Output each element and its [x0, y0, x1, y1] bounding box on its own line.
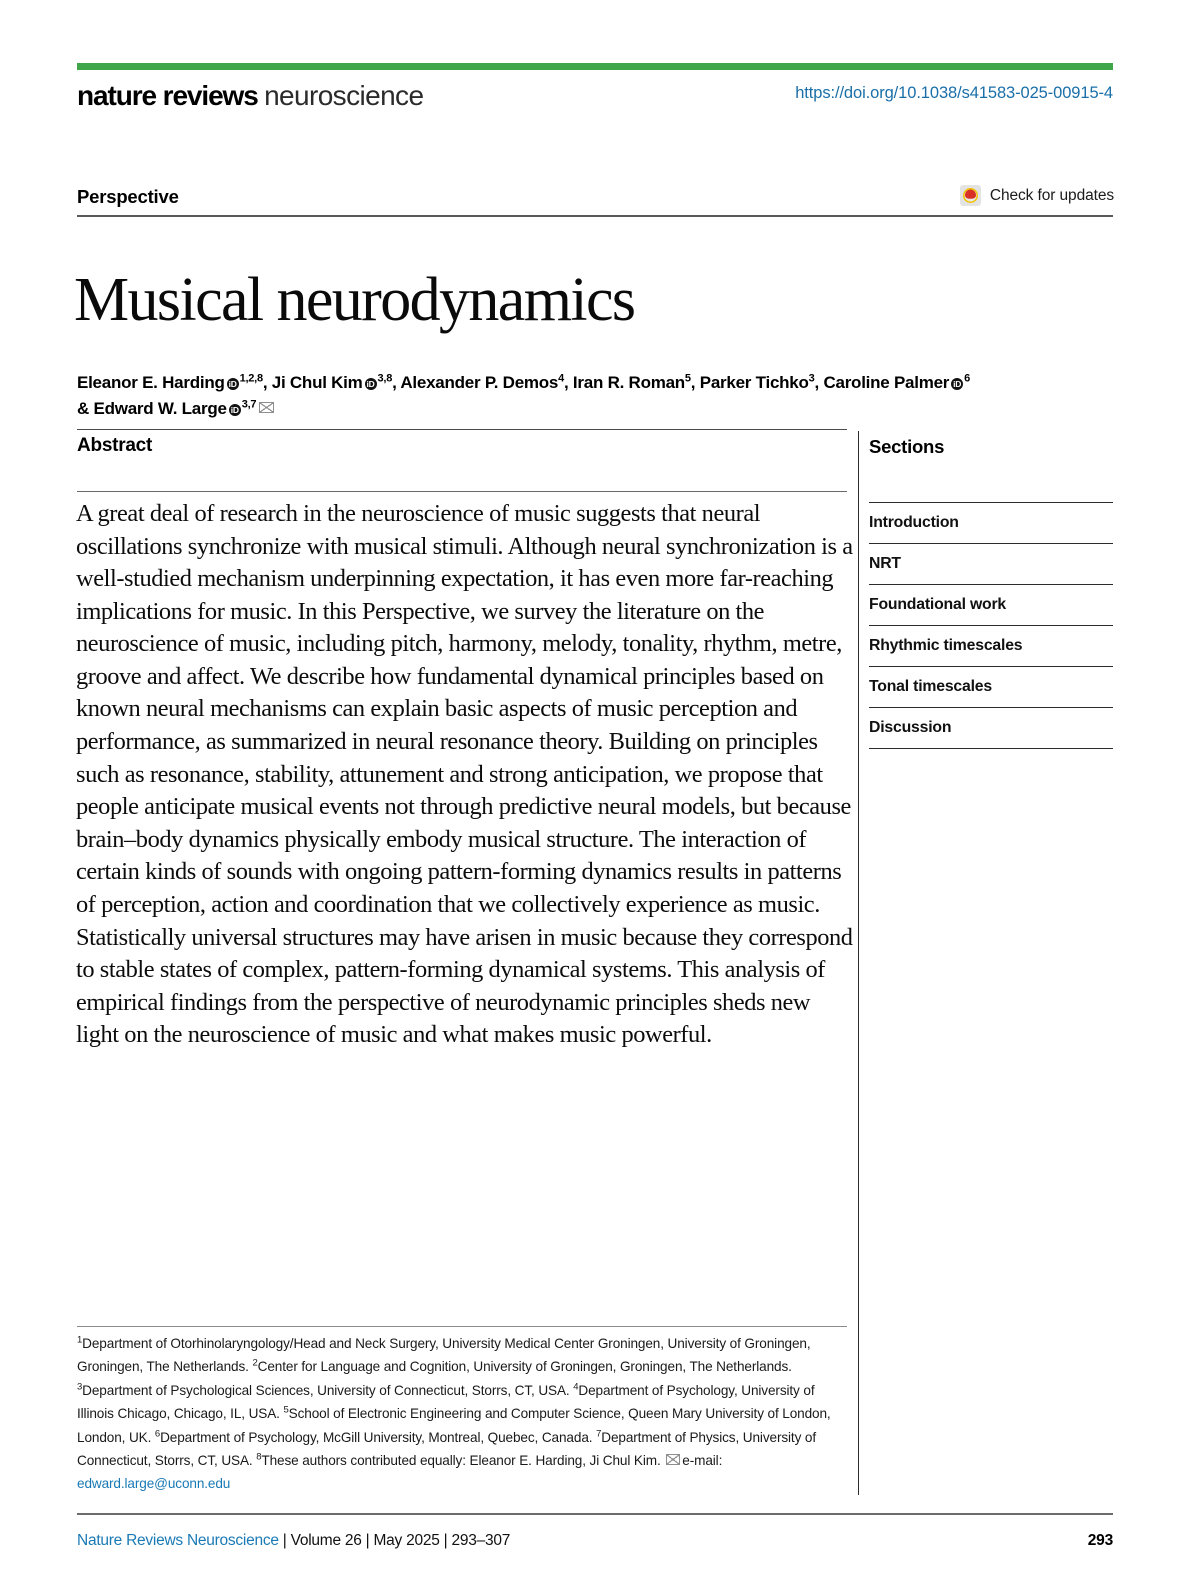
affil-text: Department of Psychology, McGill University, Montreal, Quebec, Canada.: [160, 1429, 597, 1445]
author-affil-marker: 4: [558, 372, 564, 385]
author-affil-marker: 5: [684, 372, 691, 385]
brand-rule: [77, 63, 1113, 70]
check-for-updates-label: Check for updates: [989, 186, 1114, 204]
footer-journal-name[interactable]: Nature Reviews Neuroscience: [77, 1532, 279, 1549]
journal-name: neuroscience: [264, 80, 424, 111]
affil-marker: 7: [596, 1427, 602, 1439]
author-name: & Edward W. Large: [77, 398, 227, 418]
check-for-updates-badge[interactable]: [960, 185, 1114, 206]
sidebar-item-introduction[interactable]: Introduction: [869, 502, 1113, 543]
affil-marker: 4: [573, 1381, 579, 1393]
affiliations-divider: [77, 1326, 847, 1327]
orcid-icon[interactable]: iD: [953, 379, 962, 389]
abstract-top-divider: [77, 429, 847, 430]
affil-text: School of Electronic Engineering and Computer Science, Queen Mary University of London, London, UK.: [77, 1406, 831, 1445]
email-label: e-mail:: [682, 1452, 723, 1468]
author-name: , Parker Tichko: [690, 373, 809, 392]
affil-marker: 6: [154, 1427, 161, 1439]
envelope-icon[interactable]: [259, 402, 274, 413]
page-title: Musical neurodynamics: [74, 265, 635, 334]
footer-citation: [77, 1532, 510, 1550]
sidebar-item-foundational-work[interactable]: Foundational work: [869, 584, 1113, 625]
crossmark-icon: [960, 185, 981, 206]
author-affil-marker: 3,8: [377, 372, 393, 385]
author-name: Eleanor E. Harding: [77, 373, 225, 392]
author-list: [77, 370, 1087, 422]
affil-marker: 1: [77, 1334, 83, 1346]
affil-text: Center for Language and Cognition, University of Groningen, Groningen, The Netherlands.: [257, 1359, 792, 1375]
abstract-text: A great deal of research in the neuroscience of music suggests that neural oscillations synchronize with musical stimuli. Although neural synchronization is a well-studied mechanism underpinning expectation, it has even more far-reaching implications for music. In this Perspective, we survey the literature on the neuroscience of music, including pitch, harmony, melody, tonality, rhythm, metre, groove and affect. We describe how fundamental dynamical principles based on known neural mechanisms can explain basic aspects of music perception and performance, as summarized in neural resonance theory. Building on principles such as resonance, stability, attunement and strong anticipation, we propose that people anticipate musical events not through predictive neural models, but because brain–body dynamics physically embody musical structure. The interaction of certain kinds of sounds with ongoing pattern-forming dynamics results in patterns of perception, action and coordination that we collectively experience as music. Statistically universal structures may have arisen in music because they correspond to stable states of complex, pattern-forming dynamical systems. This analysis of empirical findings from the perspective of neurodynamic principles sheds new light on the neuroscience of music and what makes music powerful.: [76, 500, 853, 1049]
doi-link[interactable]: https://doi.org/10.1038/s41583-025-00915-4: [795, 84, 1113, 102]
article-type: Perspective: [77, 186, 179, 207]
author-affil-marker: 3,7: [241, 398, 257, 411]
affil-text: Department of Physics, University of Connecticut, Storrs, CT, USA.: [77, 1429, 817, 1468]
column-divider: [858, 431, 859, 1495]
header-divider: [77, 215, 1113, 217]
author-name: , Iran R. Roman: [563, 373, 685, 392]
page-number: 293: [1087, 1532, 1113, 1549]
sidebar-item-nrt[interactable]: NRT: [869, 543, 1113, 584]
affil-marker: 2: [252, 1357, 258, 1369]
footer-volume-meta: | Volume 26 | May 2025 | 293–307: [278, 1532, 511, 1549]
sections-title: Sections: [869, 436, 945, 457]
envelope-icon: [666, 1454, 680, 1465]
affiliations-block: [77, 1332, 849, 1496]
author-affil-marker: 3: [808, 372, 815, 385]
footer-divider: [77, 1513, 1113, 1515]
author-affil-marker: 1,2,8: [239, 372, 263, 385]
affil-text: Department of Otorhinolaryngology/Head and Neck Surgery, University Medical Center Groningen, University of Groningen, Groningen, The Netherlands.: [77, 1336, 811, 1375]
author-name: , Caroline Palmer: [814, 373, 950, 392]
journal-masthead: [77, 80, 423, 112]
affil-text: Department of Psychology, University of Illinois Chicago, Chicago, IL, USA.: [77, 1382, 815, 1422]
orcid-icon[interactable]: iD: [228, 379, 237, 389]
sidebar-item-discussion[interactable]: Discussion: [869, 707, 1113, 749]
sections-sidebar: [869, 436, 1113, 749]
affil-marker: 8: [256, 1451, 262, 1463]
abstract-bottom-divider: [77, 491, 847, 492]
author-name: , Alexander P. Demos: [392, 373, 559, 392]
corresponding-email-link[interactable]: edward.large@uconn.edu: [77, 1476, 231, 1492]
affil-marker: 5: [283, 1404, 289, 1416]
affil-marker: 3: [77, 1381, 83, 1393]
journal-brand: nature reviews: [77, 80, 258, 111]
sidebar-item-rhythmic-timescales[interactable]: Rhythmic timescales: [869, 625, 1113, 666]
affil-text: These authors contributed equally: Eleanor E. Harding, Ji Chul Kim.: [261, 1452, 665, 1468]
sidebar-item-tonal-timescales[interactable]: Tonal timescales: [869, 666, 1113, 707]
affil-text: Department of Psychological Sciences, University of Connecticut, Storrs, CT, USA.: [82, 1382, 574, 1398]
author-affil-marker: 6: [964, 372, 971, 385]
abstract-heading: Abstract: [77, 435, 153, 456]
orcid-icon[interactable]: iD: [230, 404, 239, 415]
author-name: , Ji Chul Kim: [262, 373, 363, 392]
orcid-icon[interactable]: iD: [366, 379, 375, 389]
